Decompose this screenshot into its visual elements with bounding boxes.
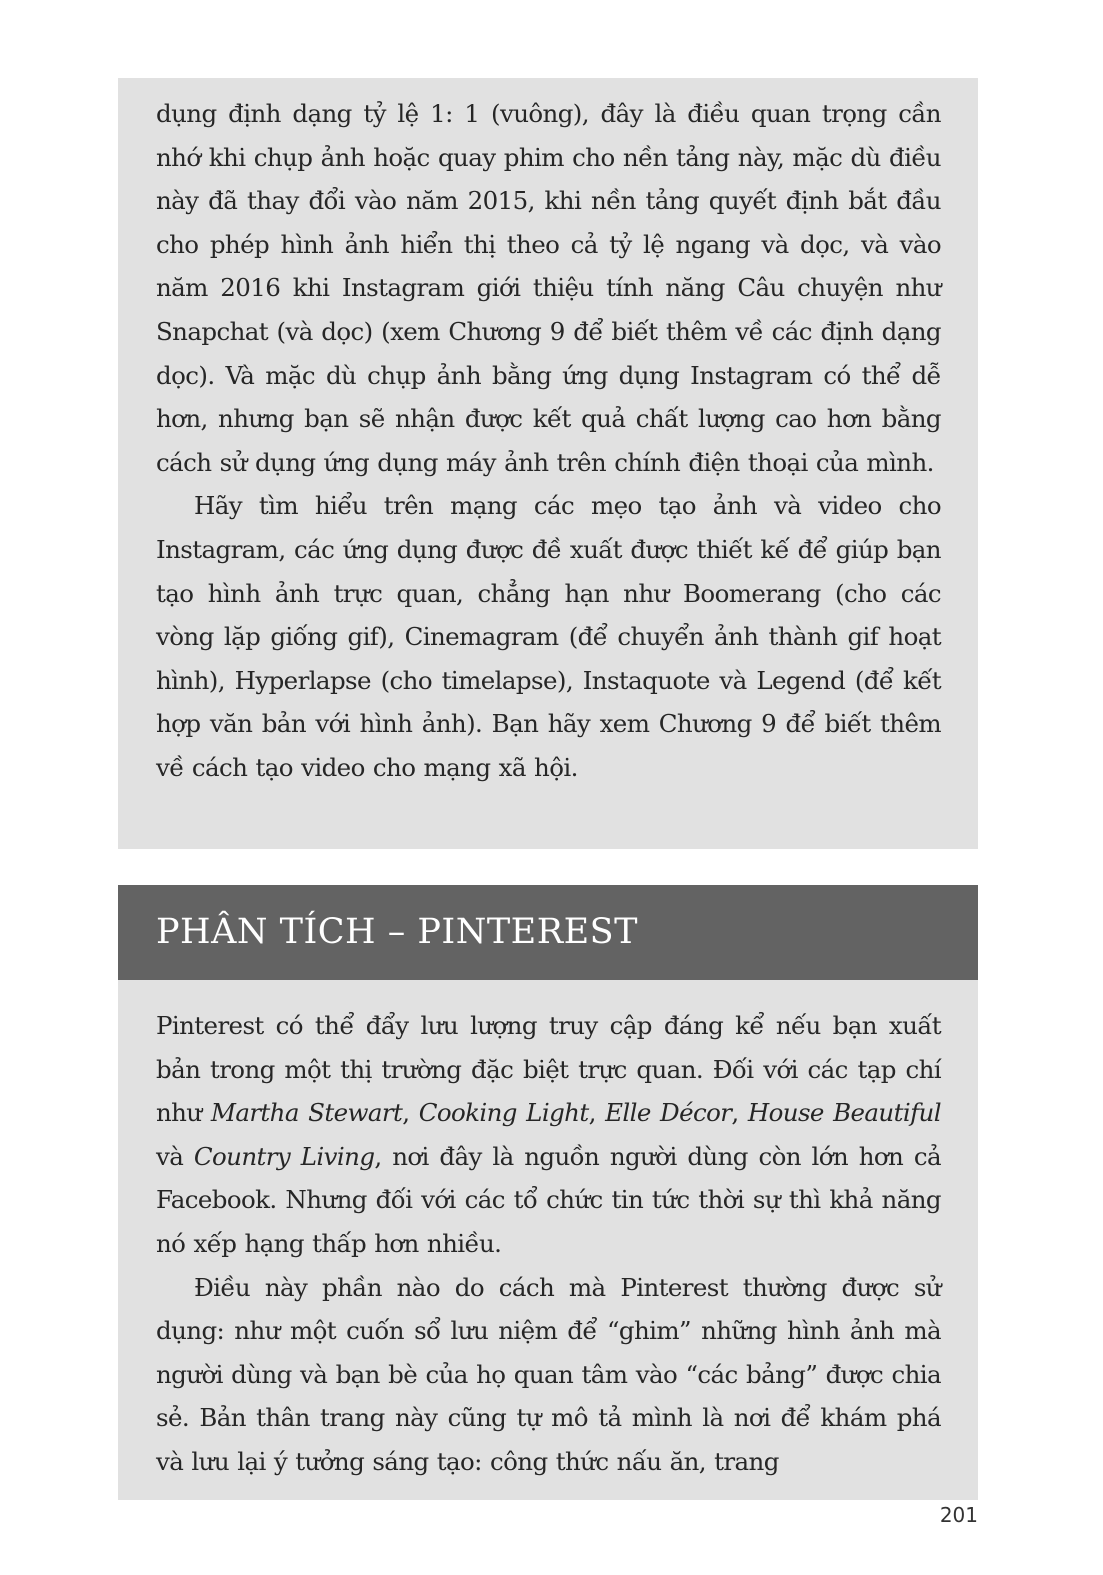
magazine-title: Country Living xyxy=(193,1141,375,1171)
section-header xyxy=(118,885,978,980)
section-body xyxy=(118,980,978,1484)
page-number: 201 xyxy=(939,1503,978,1527)
text-run: , xyxy=(588,1098,606,1128)
body-paragraph xyxy=(156,1004,941,1266)
body-paragraph: Hãy tìm hiểu trên mạng các mẹo tạo ảnh và video cho Instagram, các ứng dụng được đề xuất được thiết kế để giúp bạn tạo hình ảnh trực quan, chẳng hạn như Boomerang (cho các vòng lặp giống gif), Cinemagram (để chuyển ảnh thành gif hoạt hình), Hyperlapse (cho timelapse), Instaquote và Legend (để kết hợp văn bản với hình ảnh). Bạn hãy xem Chương 9 để biết thêm về cách tạo video cho mạng xã hội. xyxy=(156,491,941,782)
magazine-title: House Beautiful xyxy=(747,1098,941,1128)
text-run: , nơi đây là nguồn người dùng còn lớn hơn cả Facebook. Nhưng đối với các tổ chức tin tức thời sự thì khả năng nó xếp hạng thấp hơn nhiều. xyxy=(156,1141,941,1258)
body-paragraph: Điều này phần nào do cách mà Pinterest thường được sử dụng: như một cuốn sổ lưu niệm để “ghim” những hình ảnh mà người dùng và bạn bè của họ quan tâm vào “các bảng” được chia sẻ. Bản thân trang này cũng tự mô tả mình là nơi để khám phá và lưu lại ý tưởng sáng tạo: công thức nấu ăn, trang xyxy=(156,1272,941,1476)
magazine-title: Elle Décor xyxy=(605,1098,732,1128)
text-run: , xyxy=(402,1098,419,1128)
magazine-title: Martha Stewart xyxy=(210,1098,403,1128)
section-title: PHÂN TÍCH – PINTEREST xyxy=(156,912,638,952)
text-run: và xyxy=(156,1141,194,1171)
magazine-title: Cooking Light xyxy=(418,1098,589,1128)
body-paragraph: dụng định dạng tỷ lệ 1: 1 (vuông), đây là điều quan trọng cần nhớ khi chụp ảnh hoặc quay phim cho nền tảng này, mặc dù điều này đã thay đổi vào năm 2015, khi nền tảng quyết định bắt đầu cho phép hình ảnh hiển thị theo cả tỷ lệ ngang và dọc, và vào năm 2016 khi Instagram giới thiệu tính năng Câu chuyện như Snapchat (và dọc) (xem Chương 9 để biết thêm về các định dạng dọc). Và mặc dù chụp ảnh bằng ứng dụng Instagram có thể dễ hơn, nhưng bạn sẽ nhận được kết quả chất lượng cao hơn bằng cách sử dụng ứng dụng máy ảnh trên chính điện thoại của mình. xyxy=(156,99,941,477)
instagram-tips-box xyxy=(118,78,978,849)
text-run: , xyxy=(731,1098,748,1128)
text-run: Pinterest có thể đẩy lưu lượng truy cập đáng kể nếu bạn xuất bản trong một thị trường đặc biệt trực quan. Đối với các tạp chí như xyxy=(156,1011,941,1128)
pinterest-analysis-box xyxy=(118,885,978,1500)
